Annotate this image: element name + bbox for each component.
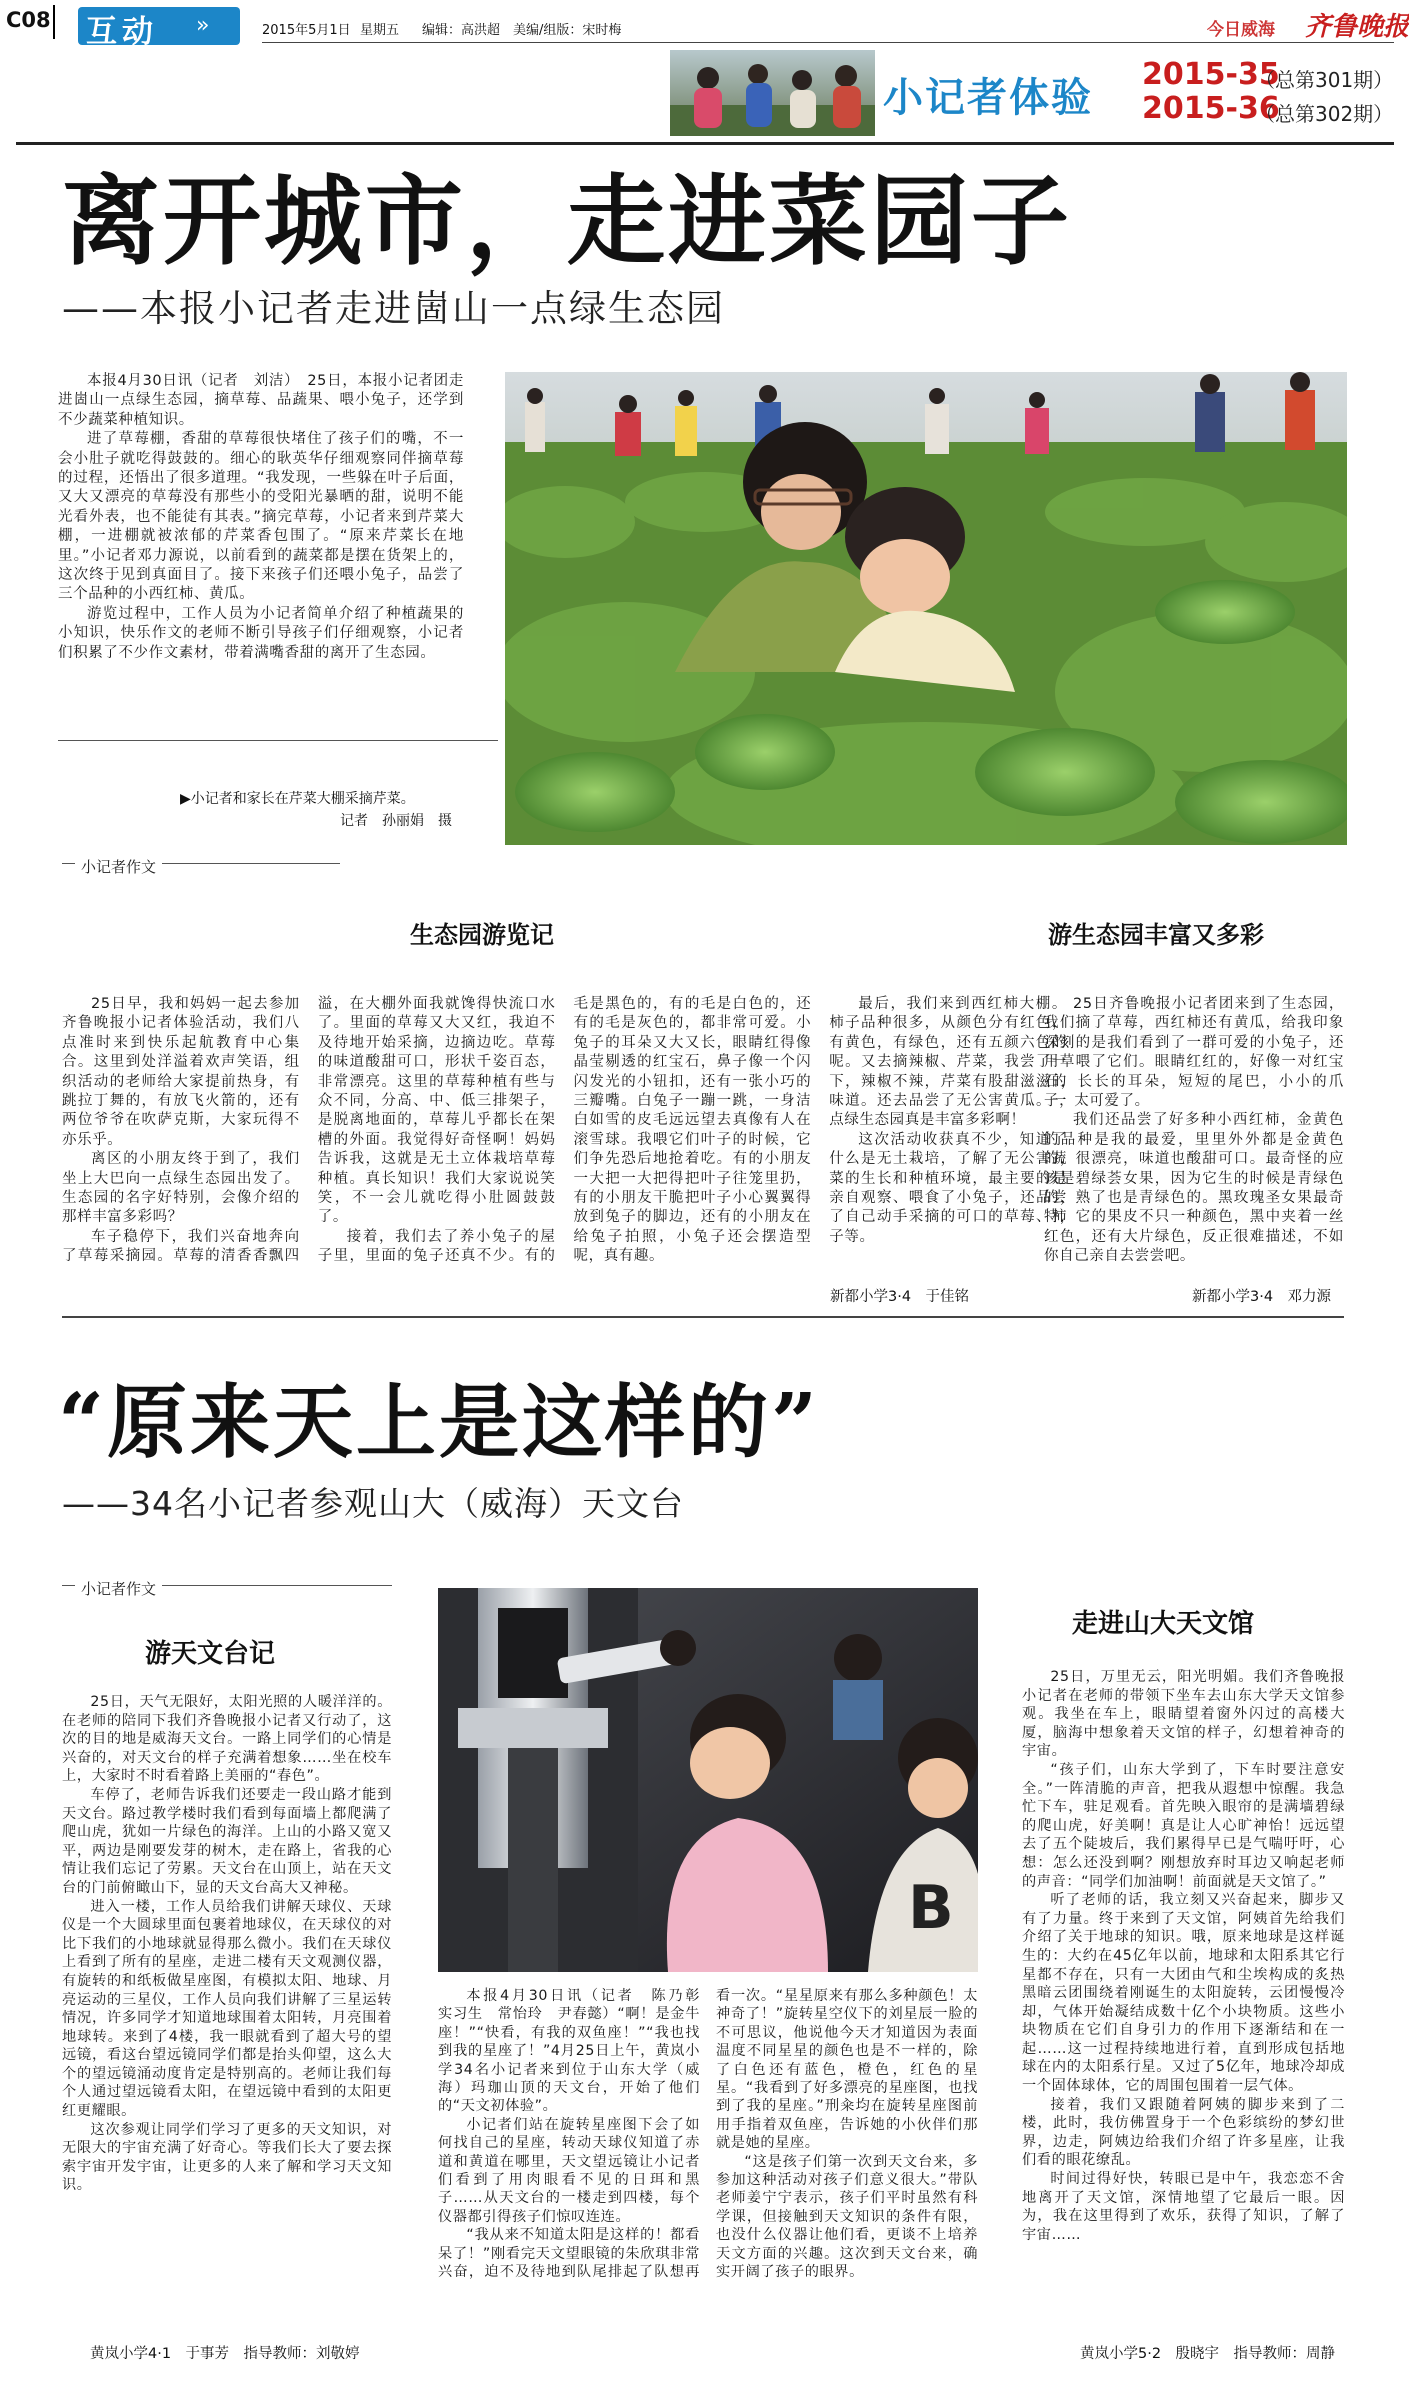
article1-title: 离开城市，走进菜园子 — [62, 165, 1073, 279]
header-rule — [262, 42, 1394, 43]
essay2-author: 新都小学3·4 邓力源 — [1192, 1289, 1332, 1305]
issue-number-2: 2015-36 — [1142, 91, 1280, 126]
edition-name: 今日威海 — [1207, 20, 1275, 40]
essay1-p1: 25日早，我和妈妈一起去参加齐鲁晚报小记者体验活动，我们八点准时来到快乐起航教育中心集合。这里到处洋溢着欢声笑语，组织活动的老师给大家提前热身，有跳拉丁舞的，有放飞火箭的，还有两位爷爷在吹萨克斯，大家玩得不亦乐乎。 — [62, 996, 300, 1148]
issue-number-1: 2015-35 — [1142, 57, 1280, 92]
article2-report — [438, 1987, 978, 2337]
essay2-p2: 我们还品尝了好多种小西红柿，金黄色的品种是我的最爱，里里外外都是金黄色的，很漂亮，味道也酸甜可口。最奇怪的应该是碧绿荟女果，因为它生的时候是青绿色的，熟了也是青绿色的。黑玫瑰圣女果最奇特，它的果皮不只一种颜色，黑中夹着一丝红色，还有大片绿色，反正很难描述，不如你自己亲自去尝尝吧。 — [1044, 1112, 1344, 1265]
article1-intro-p1: 本报4月30日讯（记者 刘洁） 25日，本报小记者团走进崮山一点绿生态园，摘草莓、品蔬果、喂小兔子，还学到不少蔬菜种植知识。 — [58, 373, 464, 428]
essay1-body — [62, 995, 1067, 1307]
paper-logo: 齐鲁晚报 — [1305, 12, 1409, 42]
issue-total-2: （总第302期） — [1255, 102, 1394, 126]
essay4-body — [1022, 1668, 1345, 2244]
header-editors: 编辑：高洪超 美编/组版：宋时梅 — [422, 23, 622, 38]
article2-subtitle: ——34名小记者参观山大（威海）天文台 — [62, 1484, 684, 1523]
chevron-right-icon: » — [196, 13, 210, 38]
svg-text:B: B — [908, 1873, 954, 1943]
essay2-title: 游生态园丰富又多彩 — [1048, 921, 1264, 949]
essay3-p4: 这次参观让同学们学习了更多的天文知识，对无限大的宇宙充满了好奇心。等我们长大了要去探索宇宙开发宇宙，让更多的人来了解和学习天文知识。 — [62, 2121, 392, 2194]
article2-report-p4: “这是孩子们第一次到天文台来，多参加这种活动对孩子们意义很大。”带队老师姜宁宁表示，孩子们平时虽然有科学课，但接触到天文知识的条件有限，也没什么仪器让他们看，更谈不上培养天文方面的兴趣。这次到天文台来，确实开阔了孩子的眼界。 — [716, 2153, 978, 2281]
essay1-p6: 这次活动收获真不少，知道了什么是无土栽培，了解了无公害蔬菜的生长和种植环境，最主要的是亲自观察、喂食了小兔子，还品尝了自己动手采摘的可口的草莓、柿子等。 — [829, 1131, 1067, 1245]
article2-title: “原来天上是这样的” — [58, 1375, 821, 1469]
article1-intro-p2: 进了草莓棚，香甜的草莓很快堵住了孩子们的嘴，不一会小肚子就吃得鼓鼓的。细心的耿英华仔细观察同伴摘草莓的过程，还悟出了很多道理。“我发现，一些躲在叶子后面，又大又漂亮的草莓没有那些小的受阳光暴晒的甜，说明不能光看外表，也不能徒有其表。”摘完草莓，小记者来到芹菜大棚，一进棚就被浓郁的芹菜香包围了。“原来芹菜长在地里。”小记者邓力源说，以前看到的蔬菜都是摆在货架上的，这次终于见到真面目了。接下来孩子们还喂小兔子，品尝了三个品种的小西红柿、黄瓜。 — [58, 431, 464, 603]
page-number: C08 — [6, 8, 51, 32]
essay3-p1: 25日，天气无限好，太阳光照的人暖洋洋的。在老师的陪同下我们齐鲁晚报小记者又行动了，这次的目的地是威海天文台。一路上同学们的心情是兴奋的，对天文台的样子充满着想象……坐在校车上，大家时不时看着路上美丽的“春色”。 — [62, 1694, 392, 1785]
essay1-p3: 车子稳停下，我们兴奋地奔向了草莓采摘园。草莓的清香香飘四溢，在大棚外面我就馋得快流口水了。里面的草莓又大又红，我迫不及待地开始采摘，边摘边吃。草莓的味道酸甜可口，形状千姿百态，非常漂亮。这里的草莓种植有些与众不同，分高、中、低三排架子，是脱离地面的，草莓儿乎都长在架槽的外面。我觉得好奇怪啊！妈妈告诉我，这就是无土立体栽培草莓种植。真长知识！我们大家说说笑笑，不一会儿就吃得小肚圆鼓鼓了。 — [62, 996, 556, 1265]
article2-report-p3: “我从来不知道太阳是这样的！都看呆了！”刚看完天文望眼镜的朱欣琪非常兴奋，迫不及待地到队尾排起了队想再看一次。“星星原来有那么多种颜色！太神奇了！”旋转星空仪下的刘星辰一脸的不可思议，他说他今天才知道因为表面温度不同星星的颜色也是不一样的，除了白色还有蓝色，橙色，红色的星星。“我看到了好多漂亮的星座图，也找到了我的星座。”刑籴均在旋转星座图前用手指着双鱼座，告诉她的小伙伴们那就是她的星座。 — [438, 1988, 978, 2281]
essay1-author: 新都小学3·4 于佳铭 — [830, 1289, 970, 1305]
essay4-p4: 接着，我们又跟随着阿姨的脚步来到了二楼，此时，我仿佛置身于一个色彩缤纷的梦幻世界，边走，阿姨边给我们介绍了许多星座，让我们看的眼花缭乱。 — [1022, 2096, 1345, 2169]
essay3-p3: 进入一楼，工作人员给我们讲解天球仪、天球仪是一个大圆球里面包裹着地球仪，在天球仪的对比下我们的小地球就显得那么微小。我们在天球仪上看到了所有的星座，走进二楼有天文观测仪器，有旋转的和纸板做星座图，有模拟太阳、地球、月亮运动的三星仪，工作人员向我们讲解了三星运转情况，许多同学才知道地球围着太阳转，月亮围着地球转。来到了4楼，我一眼就看到了超大号的望远镜，看这台望远镜同学们都是抬头仰望，这么大个的望远镜涌动度肯定是特别高的。老师让我们每个人通过望远镜看太阳，在望远镜中看到的太阳更红更耀眼。 — [62, 1898, 392, 2120]
banner-photo — [670, 50, 875, 136]
essay4-p5: 时间过得好快，转眼已是中午，我恋恋不舍地离开了天文馆，深情地望了它最后一眼。因为，我在这里得到了欢乐，获得了知识，了解了宇宙…… — [1022, 2171, 1345, 2243]
caption-rule — [58, 740, 498, 741]
header-divider-left — [53, 5, 55, 39]
section-name: 互动 — [86, 14, 158, 50]
essay3-body — [62, 1693, 392, 2195]
essay1-title: 生态园游览记 — [410, 921, 554, 949]
essay3-p2: 车停了，老师告诉我们还要走一段山路才能到天文台。路过教学楼时我们看到每面墙上都爬满了爬山虎，犹如一片绿色的海洋。上山的小路又宽又平，两边是刚要发芽的树木，走在路上，省我的心情让我们忘记了劳累。天文台在山顶上，站在天文台的门前俯瞰山下，显的天文台高大又神秘。 — [62, 1786, 392, 1896]
article2-report-p2: 小记者们站在旋转星座图下会了如何找自己的星座，转动天球仪知道了赤道和黄道在哪里，天文望远镜让小记者们看到了用肉眼看不见的日珥和黑子……从天文台的一楼走到四楼，每个仪器都引得孩子们惊叹连连。 — [438, 2116, 700, 2225]
photo-credit: 记者 孙丽娟 摄 — [340, 813, 452, 829]
photo-caption: ▶小记者和家长在芹菜大棚采摘芹菜。 — [180, 791, 415, 807]
essay1-p2: 离区的小朋友终于到了，我们坐上大巴向一点绿生态园出发了。生态园的名字好特别，会像介绍的那样丰富多彩吗？ — [62, 1151, 300, 1226]
section-divider — [62, 1316, 1344, 1318]
article1-subtitle: ——本报小记者走进崮山一点绿生态园 — [62, 287, 725, 330]
article1-intro-p3: 游览过程中，工作人员为小记者简单介绍了种植蔬果的小知识，快乐作文的老师不断引导孩子们仔细观察，小记者们积累了不少作文素材，带着满嘴香甜的离开了生态园。 — [58, 605, 464, 661]
telescope-photo — [438, 1588, 978, 1972]
essay2-body — [1044, 995, 1344, 1267]
essay4-p3: 听了老师的话，我立刻又兴奋起来，脚步又有了力量。终于来到了天文馆，阿姨首先给我们介绍了关于地球的知识。哦，原来地球是这样诞生的：大约在45亿年以前，地球和太阳系其它行星都不存在，只有一大团由气和尘埃构成的炙热黑暗云团围绕着刚诞生的太阳旋转，云团慢慢冷却，气体开始凝结成数十亿个小块物质。这些小块物质在它们自身引力的作用下逐渐结和在一起……这一过程持续地进行着，直到形成包括地球在内的太阳系行星。又过了5亿年，地球冷却成一个固体球体，它的周围包围着一层气体。 — [1022, 1892, 1345, 2095]
article1-intro — [58, 372, 464, 663]
column-title: 小记者体验 — [883, 75, 1093, 121]
header-bottom-rule — [16, 142, 1394, 145]
celery-greenhouse-photo — [505, 372, 1347, 845]
zuowen-tag-1: 小记者作文 — [75, 856, 162, 877]
essay2-p1: 25日齐鲁晚报小记者团来到了生态园，我们摘了草莓，西红柿还有黄瓜，给我印象深刻的是我们看到了一群可爱的小兔子，还用草喂了它们。眼睛红红的，好像一对红宝石，长长的耳朵，短短的尾巴，小小的爪子，太可爱了。 — [1044, 996, 1344, 1110]
zuowen-tag-2: 小记者作文 — [75, 1578, 162, 1599]
essay4-title: 走进山大天文馆 — [1072, 1609, 1255, 1639]
article2-report-p1: 本报4月30日讯（记者 陈乃彰 实习生 常怡玲 尹春懿）“啊！是金牛座！”“快看，有我的双鱼座！”“我也找到我的星座了！”4月25日上午，黄岚小学34名小记者来到位于山东大学（威海）玛珈山顶的天文台，开始了他们的“天文初体验”。 — [438, 1988, 715, 2115]
essay4-p2: “孩子们，山东大学到了，下车时要注意安全。”一阵清脆的声音，把我从遐想中惊醒。我急忙下车，驻足观看。首先映入眼帘的是满墙碧绿的爬山虎，好美啊！真是让人心旷神怡！远远望去了五个陡坡后，我们累得早已是气喘吁吁，心想：怎么还没到啊？刚想放弃时耳边又响起老师的声音：“同学们加油啊！前面就是天文馆了。” — [1022, 1761, 1345, 1890]
header-weekday: 星期五 — [360, 23, 400, 38]
essay3-title: 游天文台记 — [145, 1639, 276, 1669]
essay3-author: 黄岚小学4·1 于事芳 指导教师：刘敬婷 — [90, 2346, 360, 2362]
essay1-p4: 接着，我们去了养小兔子的屋子里，里面的兔子还真不少。有的毛是黑色的，有的毛是白色的，还有的毛是灰色的，都非常可爱。小兔子的耳朵又大又长，眼睛红得像晶莹剔透的红宝石，鼻子像一个闪闪发光的小钮扣，还有一张小巧的三瓣嘴。白兔子一蹦一跳，一身洁白如雪的皮毛远远望去真像有人在滚雪球。我喂它们叶子的时候，它们争先恐后地抢着吃。有的小朋友一大把一大把得把叶子往笼里扔，有的小朋友干脆把叶子小心翼翼得放到兔子的脚边，还有的小朋友在给兔子拍照，小兔子还会摆造型呢，真有趣。 — [317, 996, 812, 1265]
essay4-p1: 25日，万里无云，阳光明媚。我们齐鲁晚报小记者在老师的带领下坐车去山东大学天文馆参观。我坐在车上，眼睛望着窗外闪过的高楼大厦，脑海中想象着天文馆的样子，幻想着神奇的宇宙。 — [1022, 1669, 1345, 1760]
issue-total-1: （总第301期） — [1255, 68, 1394, 92]
essay4-author: 黄岚小学5·2 殷晓宇 指导教师：周静 — [1080, 2346, 1336, 2362]
essay1-p5: 最后，我们来到西红柿大棚。柿子品种很多，从颜色分有红色，有黄色，有绿色，还有五颜六色的呢。又去摘辣椒、芹菜，我尝了一下，辣椒不辣，芹菜有股甜滋滋的味道。还去品尝了无公害黄瓜。一点绿生态园真是丰富多彩啊！ — [829, 996, 1067, 1129]
header-date: 2015年5月1日 — [262, 23, 351, 38]
